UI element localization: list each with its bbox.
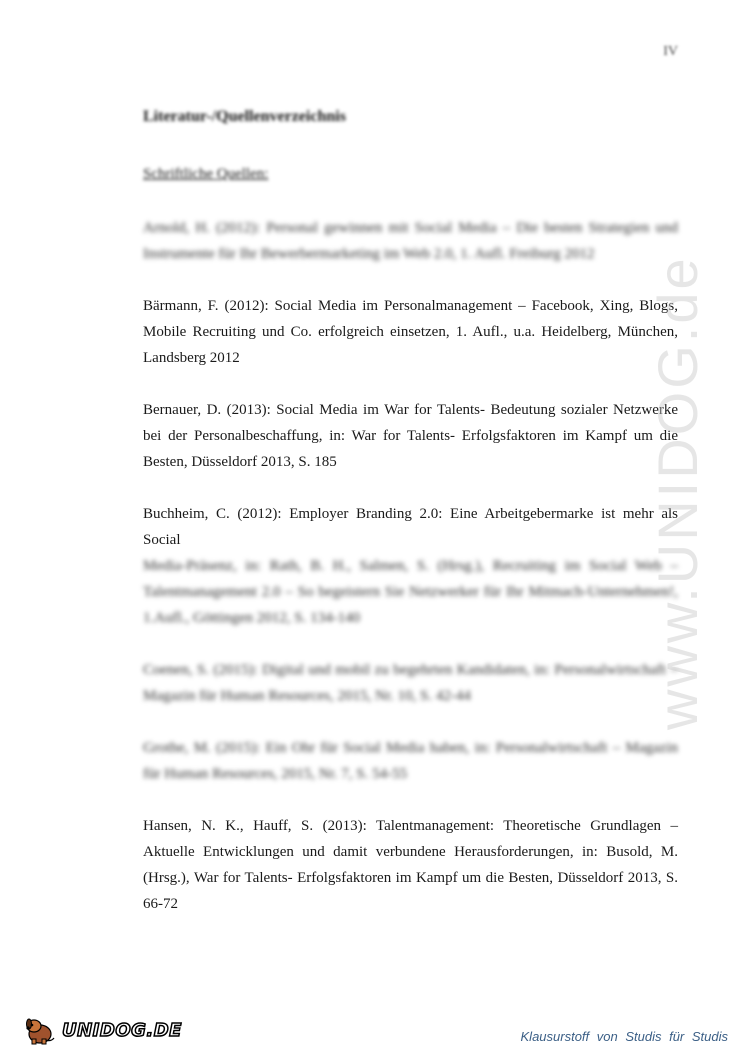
logo-text: UNIDOG.DE [62, 1019, 182, 1041]
bibliography-entry: Bernauer, D. (2013): Social Media im War for Talents- Bedeutung sozialer Netzwerke bei der Personalbeschaffung, in: War for Talents- Erfolgsfaktoren im Kampf um die Besten, Düsseldorf 2013, S. 185 [143, 402, 678, 470]
bibliography-entry-blurred-part: Media-Präsenz, in: Rath, B. H., Salmen, S. (Hrsg.), Recruiting im Social Web – Talentmanagement 2.0 – So begeistern Sie Netzwerker für Ihr Mitmach-Unternehmen!, 1.Aufl., Göttingen 2012, S. 134-140 [143, 558, 678, 626]
footer-logo[interactable] [22, 1012, 182, 1048]
bibliography-entry: Grothe, M. (2015): Ein Ohr für Social Media haben, in: Personalwirtschaft – Magazin für Human Resources, 2015, Nr. 7, S. 54-55 [143, 740, 678, 782]
bibliography-entry: Hansen, N. K., Hauff, S. (2013): Talentmanagement: Theoretische Grundlagen – Aktuelle Entwicklungen und damit verbundene Herausforderungen, in: Busold, M. (Hrsg.), War for Talents- Erfolgsfaktoren im Kampf um die Besten, Düsseldorf 2013, S. 66-72 [143, 818, 678, 912]
bibliography-entry: Arnold, H. (2012): Personal gewinnen mit Social Media – Die besten Strategien und Instrumente für Ihr Bewerbermarketing im Web 2.0, 1. Aufl. Freiburg 2012 [143, 220, 678, 262]
bibliography-entry [143, 501, 678, 631]
page-number: IV [663, 44, 678, 59]
bibliography-entry: Bärmann, F. (2012): Social Media im Personalmanagement – Facebook, Xing, Blogs, Mobile Recruiting und Co. erfolgreich einsetzen, 1. Aufl., u.a. Heidelberg, München, Landsberg 2012 [143, 298, 678, 366]
section-subheading: Schriftliche Quellen: [143, 166, 269, 182]
bibliography-entry-visible-part: Buchheim, C. (2012): Employer Branding 2.0: Eine Arbeitgebermarke ist mehr als Social [143, 506, 678, 548]
footer-slogan: Klausurstoff von Studis für Studis [520, 1029, 728, 1044]
bibliography-entry: Coenen, S. (2015): Digital und mobil zu begehrten Kandidaten, in: Personalwirtschaft – Magazin für Human Resources, 2015, Nr. 10, S. 42-44 [143, 662, 678, 704]
page-title: Literatur-/Quellenverzeichnis [143, 108, 346, 125]
bibliography-list [143, 215, 678, 943]
dog-mascot-icon [22, 1012, 58, 1048]
watermark: www.UNIDOG.de [646, 255, 709, 730]
